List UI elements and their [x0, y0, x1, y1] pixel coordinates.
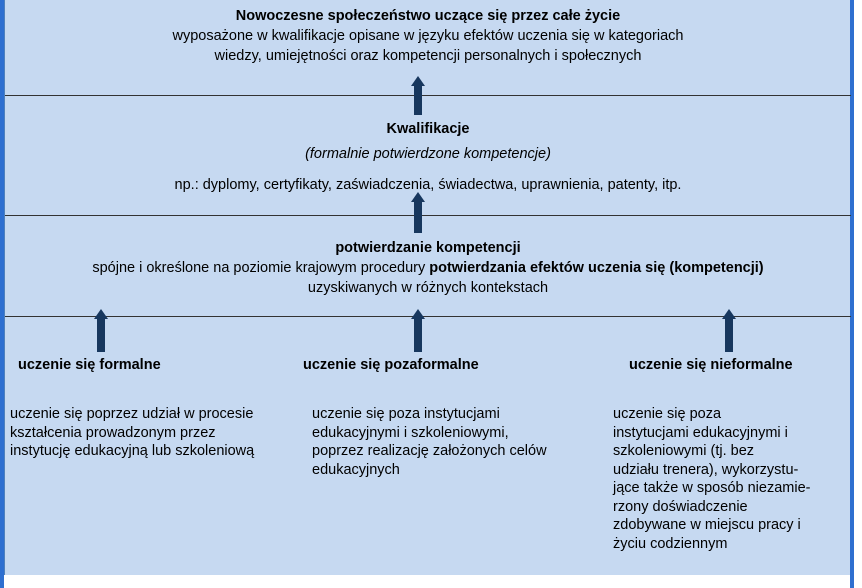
divider-2 — [5, 215, 851, 216]
band-qualifications — [5, 119, 851, 195]
validation-line-1-text: spójne i określone na poziomie krajowym procedury — [92, 260, 430, 276]
qualifications-examples: np.: dyplomy, certyfikaty, zaświadczenia, świadectwa, uprawnienia, patenty, itp. — [174, 177, 682, 193]
non-formal-learning-title: uczenie się pozaformalne — [303, 357, 479, 373]
qualifications-subtitle: (formalnie potwierdzone kompetencje) — [305, 146, 551, 162]
validation-line-2: uzyskiwanych w różnych kontekstach — [307, 280, 549, 296]
divider-1 — [5, 95, 851, 96]
society-title: Nowoczesne społeczeństwo uczące się przez całe życie — [235, 8, 621, 24]
arrow-up-icon — [411, 309, 425, 352]
validation-line-1-bold: potwierdzania efektów uczenia się (kompetencji) — [429, 260, 764, 276]
formal-learning-title: uczenie się formalne — [18, 357, 161, 373]
informal-learning-description: uczenie się poza instytucjami edukacyjnymi i szkoleniowymi (tj. bez udziału trenera), wykorzystu- jące także w sposób niezamie- rzony doświadczenie zdobywane w miejscu pracy i życiu codziennym — [613, 406, 811, 552]
band-validation — [5, 238, 851, 298]
qualifications-title: Kwalifikacje — [386, 121, 470, 137]
band-society — [5, 6, 851, 66]
lifelong-learning-diagram — [4, 0, 850, 575]
non-formal-learning-description: uczenie się poza instytucjami edukacyjnymi i szkoleniowymi, poprzez realizację założonych celów edukacyjnych — [312, 406, 547, 478]
society-line-1: wyposażone w kwalifikacje opisane w języku efektów uczenia się w kategoriach — [172, 28, 684, 44]
validation-line-1 — [5, 258, 851, 278]
validation-title: potwierdzanie kompetencji — [335, 240, 521, 256]
society-line-2: wiedzy, umiejętności oraz kompetencji personalnych i społecznych — [214, 48, 642, 64]
arrow-up-icon — [411, 76, 425, 115]
arrow-up-icon — [722, 309, 736, 352]
informal-learning-title: uczenie się nieformalne — [629, 357, 793, 373]
arrow-up-icon — [94, 309, 108, 352]
formal-learning-description: uczenie się poprzez udział w procesie kształcenia prowadzonym przez instytucję edukacyjną lub szkoleniową — [10, 406, 255, 459]
arrow-up-icon — [411, 192, 425, 233]
